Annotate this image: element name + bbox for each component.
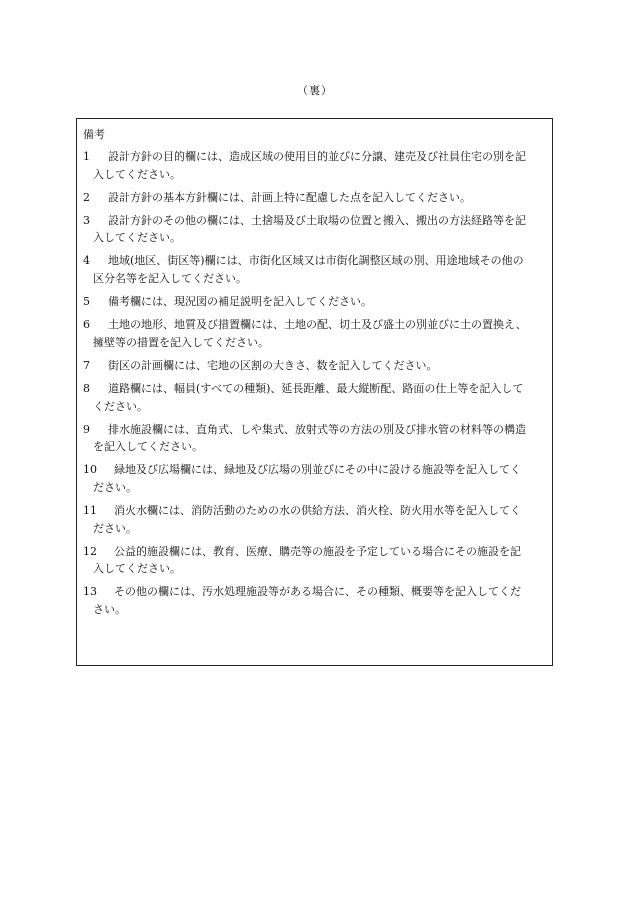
- note-line: ださい。: [93, 481, 137, 494]
- note-text: [89, 380, 548, 415]
- note-line: 設計方針の目的欄には、造成区域の使用目的並びに分譲、建売及び社員住宅の別を記: [97, 150, 526, 163]
- note-number: 2: [83, 190, 90, 204]
- note-line: 街区の計画欄には、宅地の区割の大きさ、数を記入してください。: [97, 358, 438, 372]
- note-line: を記入してください。: [93, 440, 203, 454]
- note-number: 4: [83, 254, 90, 268]
- note-text: [95, 502, 548, 537]
- note-item: [83, 293, 548, 311]
- note-number: 7: [83, 358, 90, 372]
- note-line: 道路欄には、幅員(すべての種類)、延長距離、最大縦断配、路面の仕上等を記入して: [97, 382, 524, 396]
- note-text: [95, 583, 548, 618]
- note-item: [83, 189, 548, 207]
- note-text: [89, 189, 548, 207]
- note-number: 13: [83, 585, 97, 599]
- note-line: さい。: [93, 603, 126, 617]
- note-text: [89, 148, 548, 183]
- note-line: 設計方針のその他の欄には、土捨場及び土取場の位置と搬入、搬出の方法経路等を記: [97, 213, 526, 227]
- note-number: 8: [83, 382, 90, 396]
- note-line: 土地の地形、地質及び措置欄には、土地の配、切土及び盛土の別並びに土の置換え、: [97, 318, 527, 332]
- note-item: [83, 357, 548, 375]
- note-number: 1: [83, 150, 90, 163]
- page-heading: （裏）: [297, 84, 333, 97]
- note-line: 消火水欄には、消防活動のための水の供給方法、消火栓、防火用水等を記入してく: [103, 504, 521, 518]
- note-number: 5: [83, 295, 90, 309]
- note-number: 12: [83, 544, 97, 558]
- note-text: [89, 293, 548, 311]
- note-text: [89, 357, 548, 375]
- note-item: [83, 212, 548, 247]
- note-text: [89, 316, 548, 351]
- note-line: その他の欄には、汚水処理施設等がある場合に、その種類、概要等を記入してくだ: [103, 585, 521, 599]
- note-line: 擁壁等の措置を記入してください。: [93, 335, 269, 349]
- note-text: [95, 461, 548, 496]
- note-number: 11: [83, 504, 97, 518]
- note-line: ださい。: [93, 521, 137, 535]
- note-text: [89, 252, 548, 287]
- note-line: 排水施設欄には、直角式、しや集式、放射式等の方法の別及び排水管の材料等の構造: [97, 422, 526, 436]
- note-line: 緑地及び広場欄には、緑地及び広場の別並びにその中に設ける施設等を記入してく: [103, 463, 521, 477]
- note-text: [89, 421, 548, 456]
- note-item: [83, 316, 548, 351]
- note-item: [83, 421, 548, 456]
- note-line: 設計方針の基本方針欄には、計画上特に配慮した点を記入してください。: [97, 190, 471, 204]
- notes-list: [83, 148, 548, 619]
- note-item: [83, 380, 548, 415]
- note-line: 公益的施設欄には、教育、医療、購売等の施設を予定している場合にその施設を記: [103, 544, 521, 558]
- note-item: [83, 461, 548, 496]
- note-number: 3: [83, 213, 90, 227]
- note-item: [83, 502, 548, 537]
- note-line: 入してください。: [93, 562, 181, 576]
- note-item: [83, 543, 548, 578]
- note-number: 6: [83, 318, 90, 332]
- note-line: 区分名等を記入してください。: [93, 272, 247, 286]
- note-number: 9: [83, 422, 90, 436]
- note-item: [83, 148, 548, 183]
- note-line: ください。: [93, 399, 148, 413]
- note-number: 10: [83, 463, 97, 477]
- note-text: [89, 212, 548, 247]
- notes-title: 備考: [83, 128, 105, 141]
- notes-box: [76, 118, 553, 666]
- note-item: [83, 252, 548, 287]
- note-line: 備考欄には、現況図の補足説明を記入してください。: [97, 295, 372, 309]
- note-line: 入してください。: [93, 167, 181, 181]
- note-line: 地域(地区、街区等)欄には、市街化区域又は市街化調整区域の別、用途地域その他の: [97, 254, 524, 268]
- note-line: 入してください。: [93, 231, 181, 245]
- note-item: [83, 583, 548, 618]
- note-text: [95, 543, 548, 578]
